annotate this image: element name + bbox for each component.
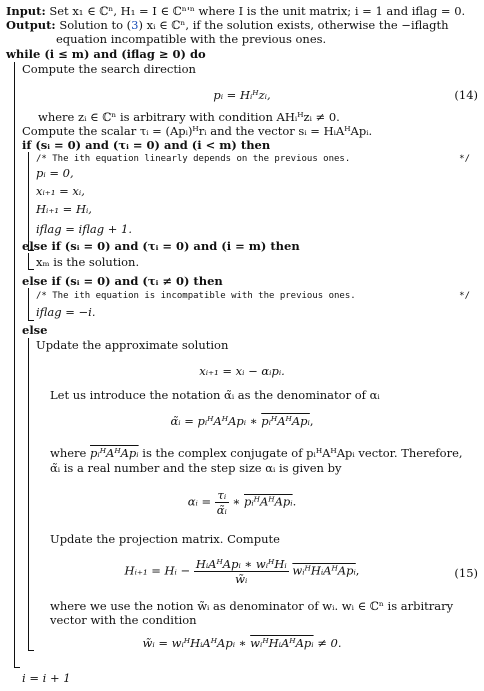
search-direction-text: Compute the search direction <box>22 62 196 76</box>
while-header: while (i ≤ m) and (iflag ≥ 0) do <box>6 47 206 61</box>
equation-alpha-tilde: α̃ᵢ = pᵢᴴAᴴApᵢ ∗ pᵢᴴAᴴApᵢ, <box>170 414 314 428</box>
if-1-bar <box>28 152 29 250</box>
conjugate-bar: pᵢᴴAᴴApᵢ <box>90 446 139 460</box>
branch-3: iflag = −i. <box>36 305 96 319</box>
equation-alpha: αᵢ = $\frac{\text{τᵢ}}{\text{α̃ᵢ}}$ ∗ pᵢᴴAᴴApᵢ. <box>187 488 297 517</box>
equation-alpha-star: ∗ <box>232 494 241 509</box>
equation-w-lhs: w̃ᵢ = wᵢᴴHᵢAᴴApᵢ ∗ <box>142 636 247 650</box>
notion-line-2: vector with the condition <box>50 613 197 627</box>
equation-alpha-conj: pᵢᴴAᴴApᵢ <box>244 494 293 509</box>
equation-14-number: (14) <box>454 88 478 102</box>
introduce-text: Let us introduce the notation α̃ᵢ as the denominator of αᵢ <box>50 388 380 402</box>
equation-alpha-num: τᵢ <box>215 488 229 503</box>
else-bar-end <box>28 650 34 651</box>
conjugate-where: where <box>50 446 87 460</box>
equation-alpha-tilde-conj: pᵢᴴAᴴApᵢ <box>261 414 310 428</box>
if-2-bar-end <box>28 269 34 270</box>
scalar-line: Compute the scalar τᵢ = (Apᵢ)ᴴrᵢ and the vector sᵢ = HᵢAᴴApᵢ. <box>22 124 373 138</box>
notion-line-1: where we use the notion w̃ᵢ as denominator of wᵢ. wᵢ ∈ ℂⁿ is arbitrary <box>50 599 454 613</box>
conjugate-line-1 <box>50 446 463 460</box>
output-line <box>6 18 449 32</box>
equation-15-fraction <box>194 557 289 586</box>
zi-note: where zᵢ ∈ ℂⁿ is arbitrary with condition AHᵢᴴzᵢ ≠ 0. <box>38 110 340 124</box>
update-solution: Update the approximate solution <box>36 338 229 352</box>
conjugate-line-2: α̃ᵢ is a real number and the step size αᵢ is given by <box>50 461 342 475</box>
input-label: Input: <box>6 4 46 18</box>
comment-1-end: */ <box>459 154 470 164</box>
input-text: Set x₁ ∈ ℂⁿ, H₁ = I ∈ ℂⁿ'ⁿ where I is the unit matrix; i = 1 and iflag = 0. <box>49 4 466 18</box>
equation-alpha-tilde-lhs: α̃ᵢ = pᵢᴴAᴴApᵢ ∗ <box>170 414 258 428</box>
branch-2: xₘ is the solution. <box>36 255 140 269</box>
equation-w <box>0 636 484 650</box>
input-line <box>6 4 465 18</box>
equation-alpha-fraction <box>215 488 229 517</box>
comment-1: /* The ith equation linearly depends on the previous ones. <box>36 154 351 164</box>
if-2: else if (sᵢ = 0) and (τᵢ = 0) and (i = m) then <box>22 239 300 253</box>
branch-1-line-1: pᵢ = 0, <box>36 166 74 180</box>
equation-alpha-lhs: αᵢ = <box>187 494 212 509</box>
equation-update <box>0 364 484 378</box>
while-bar-end <box>14 667 20 668</box>
if-1: if (sᵢ = 0) and (τᵢ = 0) and (i < m) then <box>22 138 271 152</box>
output-line-2: equation incompatible with the previous ones. <box>56 32 327 46</box>
equation-reference-link[interactable]: 3 <box>131 18 139 32</box>
equation-15: Hᵢ₊₁ = Hᵢ − $\frac{\text{HᵢAᴴApᵢ ∗ wᵢᴴHᵢ}}{\text{w̃ᵢ}}$ wᵢᴴHᵢAᴴApᵢ, <box>124 557 360 586</box>
equation-14-body: pᵢ = Hᵢᴴzᵢ, <box>213 88 271 102</box>
increment-line: i = i + 1 <box>22 671 71 685</box>
output-label: Output: <box>6 18 56 32</box>
branch-1-line-2: xᵢ₊₁ = xᵢ, <box>36 184 85 198</box>
equation-15-lhs: Hᵢ₊₁ = Hᵢ − <box>124 563 191 578</box>
else: else <box>22 323 48 337</box>
if-3-bar-end <box>28 320 34 321</box>
equation-alpha-den: α̃ᵢ <box>216 503 227 517</box>
equation-update-body: xᵢ₊₁ = xᵢ − αᵢpᵢ. <box>199 364 285 378</box>
comment-3-end: */ <box>459 291 470 301</box>
equation-w-conj: wᵢᴴHᵢAᴴApᵢ <box>250 636 314 650</box>
equation-15-den: w̃ᵢ <box>235 572 248 586</box>
if-3: else if (sᵢ = 0) and (τᵢ ≠ 0) then <box>22 274 223 288</box>
equation-14 <box>0 88 484 102</box>
branch-1-line-4: iflag = iflag + 1. <box>36 222 132 236</box>
branch-1-line-3: Hᵢ₊₁ = Hᵢ, <box>36 202 92 216</box>
update-projection: Update the projection matrix. Compute <box>50 532 280 546</box>
if-2-bar <box>28 253 29 269</box>
equation-15-conj: wᵢᴴHᵢAᴴApᵢ <box>292 563 356 578</box>
comment-3: /* The ith equation is incompatible with the previous ones. <box>36 291 356 301</box>
equation-15-number: (15) <box>454 566 478 580</box>
equation-15-num: HᵢAᴴApᵢ ∗ wᵢᴴHᵢ <box>195 557 287 571</box>
equation-w-end: ≠ 0. <box>317 636 342 650</box>
if-3-bar <box>28 288 29 320</box>
conjugate-rest: is the complex conjugate of pᵢᴴAᴴApᵢ vector. Therefore, <box>142 446 463 460</box>
output-text: Solution to (3) xᵢ ∈ ℂⁿ, if the solution exists, otherwise the −iflagth <box>59 18 449 32</box>
